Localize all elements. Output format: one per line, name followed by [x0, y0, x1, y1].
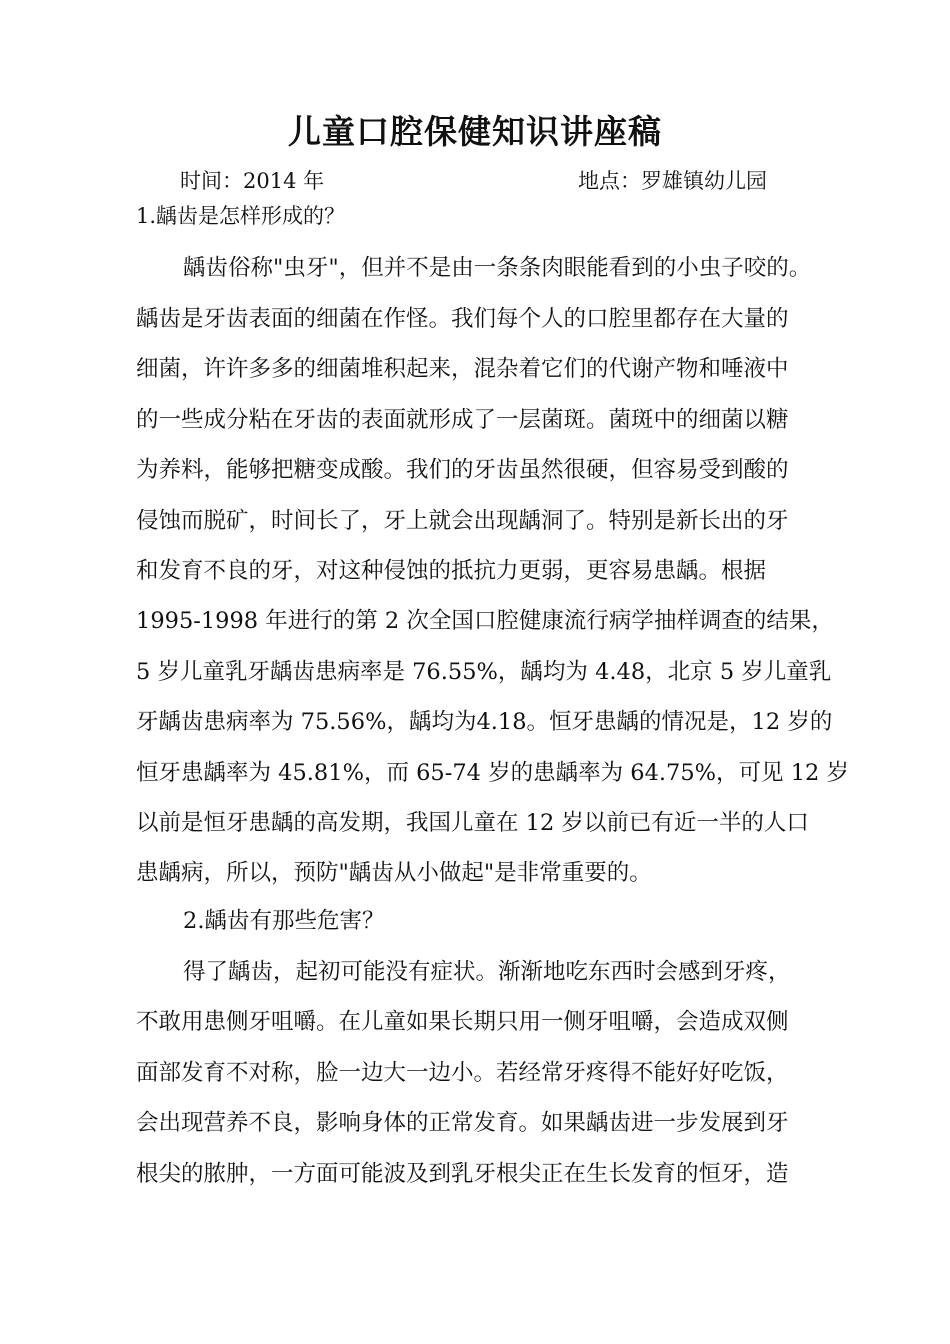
paragraph-line: 5 岁儿童乳牙龋齿患病率是 76.55%，龋均为 4.48，北京 5 岁儿童乳 [136, 659, 832, 685]
question-heading-1: 1.龋齿是怎样形成的？ [136, 204, 346, 228]
question-heading-2: 2.龋齿有那些危害？ [183, 908, 385, 934]
paragraph-line: 细菌，许许多多的细菌堆积起来，混杂着它们的代谢产物和唾液中 [136, 356, 789, 382]
paragraph-line: 得了龋齿，起初可能没有症状。渐渐地吃东西时会感到牙疼， [183, 959, 791, 985]
paragraph-line: 龋齿是牙齿表面的细菌在作怪。我们每个人的口腔里都存在大量的 [136, 306, 789, 332]
paragraph-line: 恒牙患龋率为 45.81%，而 65-74 岁的患龋率为 64.75%，可见 12 岁 [136, 760, 849, 786]
paragraph-line: 为养料，能够把糖变成酸。我们的牙齿虽然很硬，但容易受到酸的 [136, 457, 789, 483]
document-title: 儿童口腔保健知识讲座稿 [288, 112, 662, 151]
paragraph-line: 牙龋齿患病率为 75.56%，龋均为4.18。恒牙患龋的情况是，12 岁的 [136, 709, 833, 735]
paragraph-line: 根尖的脓肿，一方面可能波及到乳牙根尖正在生长发育的恒牙，造 [136, 1161, 789, 1187]
lecture-location: 地点：罗雄镇幼儿园 [578, 169, 767, 193]
paragraph-line: 以前是恒牙患龋的高发期，我国儿童在 12 岁以前已有近一半的人口 [136, 810, 809, 836]
paragraph-line: 面部发育不对称，脸一边大一边小。若经常牙疼得不能好好吃饭， [136, 1060, 789, 1086]
paragraph-line: 的一些成分粘在牙齿的表面就形成了一层菌斑。菌斑中的细菌以糖 [136, 407, 789, 433]
lecture-time: 时间：2014 年 [180, 169, 325, 193]
paragraph-line: 不敢用患侧牙咀嚼。在儿童如果长期只用一侧牙咀嚼，会造成双侧 [136, 1009, 789, 1035]
paragraph-line: 龋齿俗称"虫牙"，但并不是由一条条肉眼能看到的小虫子咬的。 [183, 255, 812, 281]
paragraph-line: 侵蚀而脱矿，时间长了，牙上就会出现龋洞了。特别是新长出的牙 [136, 508, 789, 534]
paragraph-line: 会出现营养不良，影响身体的正常发育。如果龋齿进一步发展到牙 [136, 1110, 789, 1136]
paragraph-line: 患龋病，所以，预防"龋齿从小做起"是非常重要的。 [136, 860, 652, 886]
paragraph-line: 和发育不良的牙，对这种侵蚀的抵抗力更弱，更容易患龋。根据 [136, 558, 767, 584]
paragraph-line: 1995-1998 年进行的第 2 次全国口腔健康流行病学抽样调查的结果， [136, 608, 834, 634]
